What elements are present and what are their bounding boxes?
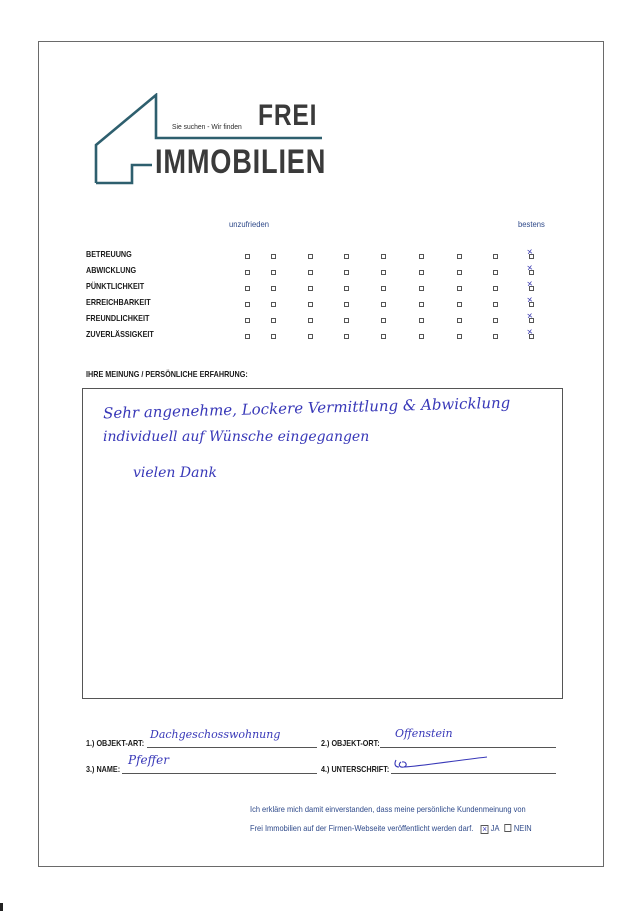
object-location-label: 2.) OBJEKT-ORT: xyxy=(321,738,380,748)
comment-box[interactable] xyxy=(82,388,563,699)
criterion-puenktlichkeit: PÜNKTLICHKEIT xyxy=(86,281,145,291)
brand-name-immobilien: IMMOBILIEN xyxy=(155,143,327,181)
name-value[interactable]: Pfeffer xyxy=(128,753,169,767)
rating-checkbox[interactable] xyxy=(344,334,349,339)
comment-line-2: individuell auf Wünsche eingegangen xyxy=(103,429,370,445)
rating-checkbox[interactable] xyxy=(457,254,462,259)
consent-text-line-1: Ich erkläre mich damit einverstanden, dass meine persönliche Kundenmeinung von xyxy=(250,804,526,814)
rating-checkbox[interactable] xyxy=(493,286,498,291)
rating-checkbox[interactable] xyxy=(381,302,386,307)
rating-checkbox[interactable] xyxy=(493,270,498,275)
rating-checkbox[interactable] xyxy=(245,334,250,339)
name-line xyxy=(122,773,317,774)
frei-immobilien-logo xyxy=(94,93,327,188)
scale-label-high: bestens xyxy=(518,219,545,229)
rating-checkbox[interactable] xyxy=(271,286,276,291)
rating-checkbox[interactable] xyxy=(493,318,498,323)
opinion-heading: IHRE MEINUNG / PERSÖNLICHE ERFAHRUNG: xyxy=(86,369,248,379)
rating-checkmark: × xyxy=(526,262,534,275)
consent-yes-label: JA xyxy=(490,823,500,833)
scale-label-low: unzufrieden xyxy=(229,219,269,229)
rating-checkbox[interactable] xyxy=(245,286,250,291)
rating-checkbox[interactable] xyxy=(419,318,424,323)
rating-checkbox[interactable] xyxy=(271,334,276,339)
consent-yes-checkbox[interactable]: × xyxy=(482,824,488,834)
rating-checkbox[interactable] xyxy=(245,318,250,323)
scan-mark xyxy=(0,903,3,911)
brand-name-frei: FREI xyxy=(258,99,318,132)
rating-checkbox[interactable] xyxy=(419,334,424,339)
object-location-line xyxy=(380,747,556,748)
comment-line-1: Sehr angenehme, Lockere Vermittlung & Abwicklung xyxy=(102,393,511,423)
object-type-label: 1.) OBJEKT-ART: xyxy=(86,738,145,748)
rating-checkbox[interactable] xyxy=(245,270,250,275)
rating-checkmark: × xyxy=(526,246,534,259)
rating-checkbox[interactable] xyxy=(344,318,349,323)
rating-checkbox[interactable] xyxy=(493,302,498,307)
rating-checkbox[interactable] xyxy=(344,286,349,291)
signature-label: 4.) UNTERSCHRIFT: xyxy=(321,764,390,774)
rating-checkbox[interactable] xyxy=(271,318,276,323)
rating-checkmark: × xyxy=(526,326,534,339)
rating-checkbox[interactable] xyxy=(457,270,462,275)
rating-checkbox[interactable] xyxy=(271,254,276,259)
signature-scribble[interactable] xyxy=(392,755,492,775)
rating-checkbox[interactable] xyxy=(419,302,424,307)
rating-checkbox[interactable] xyxy=(493,334,498,339)
rating-checkbox[interactable] xyxy=(457,318,462,323)
rating-checkbox[interactable] xyxy=(419,286,424,291)
rating-checkbox[interactable] xyxy=(344,270,349,275)
rating-checkbox[interactable] xyxy=(457,302,462,307)
rating-checkbox[interactable] xyxy=(308,302,313,307)
rating-checkbox[interactable] xyxy=(381,318,386,323)
rating-checkbox[interactable] xyxy=(457,334,462,339)
criterion-freundlichkeit: FREUNDLICHKEIT xyxy=(86,313,150,323)
rating-checkbox[interactable] xyxy=(381,334,386,339)
rating-checkmark: × xyxy=(526,310,534,323)
criterion-erreichbarkeit: ERREICHBARKEIT xyxy=(86,297,151,307)
rating-checkmark: × xyxy=(526,294,534,307)
rating-checkbox[interactable] xyxy=(381,270,386,275)
rating-checkbox[interactable] xyxy=(419,254,424,259)
object-type-line xyxy=(147,747,317,748)
rating-checkbox[interactable] xyxy=(381,254,386,259)
name-label: 3.) NAME: xyxy=(86,764,121,774)
rating-checkbox[interactable] xyxy=(245,302,250,307)
rating-checkbox[interactable] xyxy=(419,270,424,275)
rating-checkbox[interactable] xyxy=(308,286,313,291)
rating-checkbox[interactable] xyxy=(271,302,276,307)
rating-checkbox[interactable] xyxy=(344,254,349,259)
consent-text-statement: Frei Immobilien auf der Firmen-Webseite veröffentlicht werden darf. xyxy=(250,823,474,833)
criterion-betreuung: BETREUUNG xyxy=(86,249,132,259)
consent-no-checkbox[interactable] xyxy=(505,824,512,832)
object-type-value[interactable]: Dachgeschosswohnung xyxy=(150,728,281,741)
comment-line-3: vielen Dank xyxy=(133,465,217,481)
rating-checkbox[interactable] xyxy=(245,254,250,259)
rating-checkbox[interactable] xyxy=(344,302,349,307)
rating-checkbox[interactable] xyxy=(308,270,313,275)
rating-checkbox[interactable] xyxy=(271,270,276,275)
criterion-abwicklung: ABWICKLUNG xyxy=(86,265,137,275)
criterion-zuverlaessigkeit: ZUVERLÄSSIGKEIT xyxy=(86,329,154,339)
rating-checkbox[interactable] xyxy=(493,254,498,259)
rating-checkmark: × xyxy=(526,278,534,291)
rating-checkbox[interactable] xyxy=(308,318,313,323)
object-location-value[interactable]: Offenstein xyxy=(395,727,453,740)
rating-checkbox[interactable] xyxy=(308,334,313,339)
brand-tagline: Sie suchen - Wir finden xyxy=(172,122,242,131)
consent-no-label: NEIN xyxy=(513,823,532,833)
rating-checkbox[interactable] xyxy=(381,286,386,291)
rating-checkbox[interactable] xyxy=(457,286,462,291)
rating-checkbox[interactable] xyxy=(308,254,313,259)
consent-text-line-2 xyxy=(250,823,532,833)
